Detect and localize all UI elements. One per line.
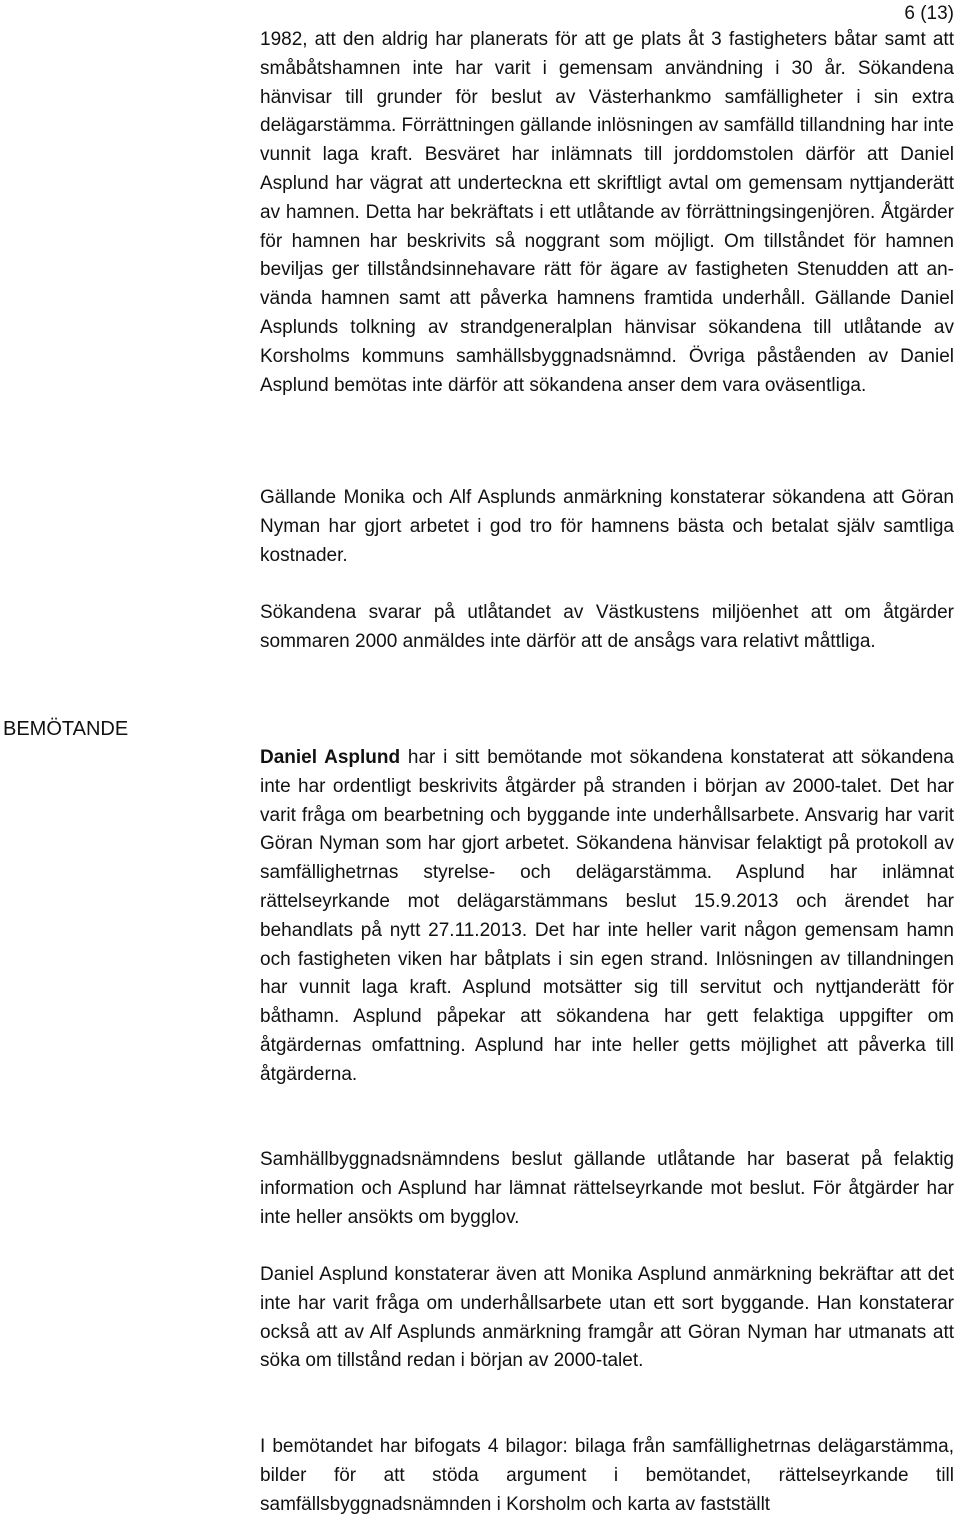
section-heading: BEMÖTANDE — [3, 718, 129, 740]
paragraph-1: 1982, att den aldrig har planerats för att ge plats åt 3 fastigheters båtar samt att småbåtshamnen inte har varit i gemensam användning i 30 år. Sökandena hänvisar till grunder för beslut av Västerhankmo samfälligheter i sin extra delägarstämma. Förrättningen gällande inlösningen av samfälld tillandning har inte vunnit laga kraft. Besväret har inlämnats till jorddomstolen därför att Daniel Asplund har vägrat att underteckna ett skriftligt avtal om gemensam nyttjanderätt av hamnen. Detta har bekräftats i ett utlåtande av förrättningsingenjören. Åtgärder för hamnen har beskrivits så noggrant som möjligt. Om tillståndet för hamnen beviljas ger tillståndsinnehavare rätt för ägare av fastigheten Stenudden att använda hamnen samt att påverka hamnens framtida underhåll. Gällande Daniel Asplunds tolkning av strandgeneralplan hänvisar sökandena till utlåtande av Korsholms kommuns samhällsbyggnadsnämnd. Övriga påståenden av Daniel Asplund bemötas inte därför att sökandena anser dem vara oväsentliga. — [260, 29, 954, 396]
paragraph-4-text: har i sitt bemötande mot sökandena konstaterat att sökandena inte har ordentligt beskrivits åtgärder på stranden i början av 2000-talet. Det har varit fråga om bearbetning och byggande inte underhållsarbete. Ansvarig har varit Göran Nyman som har gjort arbetet. Sökandena hänvisar felaktigt på protokoll av samfällighetrnas styrelse- och delägarstämma. Asplund har inlämnat rättelseyrkande mot delägarstämmans beslut 15.9.2013 och ärendet har behandlats på nytt 27.11.2013. Det har inte heller varit någon gemensam hamn och fastigheten viken har båtplats i sin egen strand. Inlösningen av tillandningen har vunnit laga kraft. Asplund motsätter sig till servitut och nyttjanderätt för båthamn. Asplund påpekar att sökandena har gett felaktiga uppgifter om åtgärdernas omfattning. Asplund har inte heller getts möjlighet att påverka till åtgärderna. — [260, 747, 954, 1085]
person-name: Daniel Asplund — [260, 747, 401, 768]
paragraph-7: I bemötandet har bifogats 4 bilagor: bilaga från samfällighetrnas delägarstämma, bilder för att stöda argument i bemötandet, rättelseyrkande till samfällsbyggnadsnämnden i Korsholm och karta av fastställt — [260, 1436, 954, 1515]
page-number: 6 (13) — [904, 3, 954, 24]
paragraph-2: Gällande Monika och Alf Asplunds anmärkning konstaterar sökandena att Göran Nyman har gjort arbetet i god tro för hamnens bästa och betalat själv samtliga kostnader. — [260, 487, 954, 566]
paragraph-6: Daniel Asplund konstaterar även att Monika Asplund anmärkning bekräftar att det inte har varit fråga om underhållsarbete utan ett sort byggande. Han konstaterar också att av Alf Asplunds anmärkning framgår att Göran Nyman har utmanats att söka om tillstånd redan i början av 2000-talet. — [260, 1264, 954, 1372]
paragraph-4 — [260, 744, 954, 1090]
paragraph-3: Sökandena svarar på utlåtandet av Västkustens miljöenhet att om åtgärder sommaren 2000 anmäldes inte därför att de ansågs vara relativt måttliga. — [260, 602, 954, 652]
paragraph-5: Samhällbyggnadsnämndens beslut gällande utlåtande har baserat på felaktig information och Asplund har lämnat rättelseyrkande mot beslut. För åtgärder har inte heller ansökts om bygglov. — [260, 1149, 954, 1228]
